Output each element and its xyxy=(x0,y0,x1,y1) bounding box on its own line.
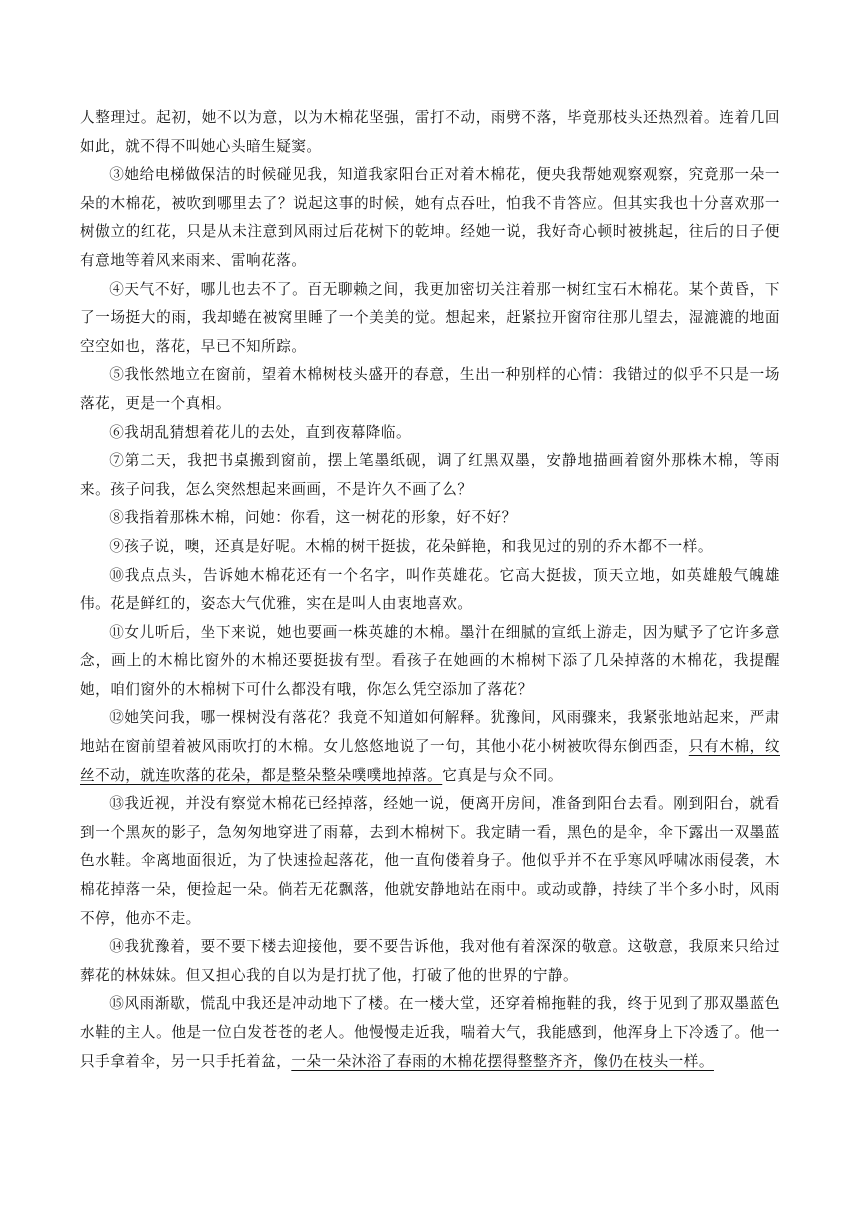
paragraph-text: ⑦第二天，我把书桌搬到窗前，摆上笔墨纸砚，调了红黑双墨，安静地描画着窗外那株木棉，等雨来。孩子问我，怎么突然想起来画画，不是许久不画了么？ xyxy=(80,452,780,498)
paragraph-8 xyxy=(80,504,780,533)
paragraph-text: 人整理过。起初，她不以为意，以为木棉花坚强，雷打不动，雨劈不落，毕竟那枝头还热烈着。连着几回如此，就不得不叫她心头暗生疑窦。 xyxy=(80,109,780,155)
paragraph-4 xyxy=(80,276,780,362)
paragraph-text: ⑨孩子说，噢，还真是好呢。木棉的树干挺拔，花朵鲜艳，和我见过的别的乔木都不一样。 xyxy=(109,537,713,555)
paragraph-text: ⑬我近视，并没有察觉木棉花已经掉落，经她一说，便离开房间，准备到阳台去看。刚到阳台，就看到一个黑灰的影子，急匆匆地穿进了雨幕，去到木棉树下。我定睛一看，黑色的是伞，伞下露出一双墨蓝色水鞋。伞离地面很近，为了快速捡起落花，他一直佝偻着身子。他似乎并不在乎寒风呼啸冰雨侵袭，木棉花掉落一朵，便捡起一朵。倘若无花飘落，他就安静地站在雨中。或动或静，持续了半个多小时，风雨不停，他亦不走。 xyxy=(80,795,780,927)
paragraph-5 xyxy=(80,361,780,418)
paragraph-text: ⑪女儿听后，坐下来说，她也要画一株英雄的木棉。墨汁在细腻的宣纸上游走，因为赋予了它许多意念，画上的木棉比窗外的木棉还要挺拔有型。看孩子在她画的木棉树下添了几朵掉落的木棉花，我提醒她，咱们窗外的木棉树下可什么都没有哦，你怎么凭空添加了落花？ xyxy=(80,623,780,698)
paragraph-text: 它真是与众不同。 xyxy=(442,766,564,784)
paragraph-text: ⑫她笑问我，哪一棵树没有落花？我竟不知道如何解释。犹豫间，风雨骤来，我紧张地站起来，严肃地站在窗前望着被风雨吹打的木棉。女儿悠悠地说了一句，其他小花小树被吹得东倒西歪， xyxy=(80,709,780,756)
paragraph-text: ⑩我点点头，告诉她木棉花还有一个名字，叫作英雄花。它高大挺拔，顶天立地，如英雄般气魄雄伟。花是鲜红的，姿态大气优雅，实在是叫人由衷地喜欢。 xyxy=(80,566,780,613)
underlined-sentence: 只有木棉，纹丝不动，就连吹落的花朵，都是整朵整朵噗噗地掉落。 xyxy=(80,738,780,784)
paragraph-9 xyxy=(80,533,780,562)
paragraph-text: ⑮风雨渐歇，慌乱中我还是冲动地下了楼。在一楼大堂，还穿着棉拖鞋的我，终于见到了那双墨蓝色水鞋的主人。他是一位白发苍苍的老人。他慢慢走近我，喘着大气，我能感到，他浑身上下冷透了。他一只手拿着伞，另一只手托着盆， xyxy=(80,995,780,1070)
paragraph-13 xyxy=(80,790,780,933)
paragraph-10 xyxy=(80,562,780,619)
paragraph-3 xyxy=(80,161,780,275)
paragraph-15 xyxy=(80,990,780,1076)
paragraph-14 xyxy=(80,933,780,990)
paragraph-text: ④天气不好，哪儿也去不了。百无聊赖之间，我更加密切关注着那一树红宝石木棉花。某个黄昏，下了一场挺大的雨，我却蜷在被窝里睡了一个美美的觉。想起来，赶紧拉开窗帘往那儿望去，湿漉漉的地面空空如也，落花，早已不知所踪。 xyxy=(80,280,780,355)
paragraph-text: ⑭我犹豫着，要不要下楼去迎接他，要不要告诉他，我对他有着深深的敬意。这敬意，我原来只给过葬花的林妹妹。但又担心我的自以为是打扰了他，打破了他的世界的宁静。 xyxy=(80,938,780,984)
paragraph-text: ⑤我怅然地立在窗前，望着木棉树枝头盛开的春意，生出一种别样的心情：我错过的似乎不只是一场落花，更是一个真相。 xyxy=(80,366,780,412)
paragraph-text: ③她给电梯做保洁的时候碰见我，知道我家阳台正对着木棉花，便央我帮她观察观察，究竟那一朵一朵的木棉花，被吹到哪里去了？说起这事的时候，她有点吞吐，怕我不肯答应。但其实我也十分喜欢那一树傲立的红花，只是从未注意到风雨过后花树下的乾坤。经她一说，我好奇心顿时被挑起，往后的日子便有意地等着风来雨来、雷响花落。 xyxy=(80,166,780,269)
paragraph-11 xyxy=(80,619,780,705)
article-body xyxy=(80,104,780,1076)
paragraph-12 xyxy=(80,704,780,790)
paragraph-text: ⑧我指着那株木棉，问她：你看，这一树花的形象，好不好？ xyxy=(109,509,517,527)
underlined-sentence: 一朵一朵沐浴了春雨的木棉花摆得整整齐齐，像仍在枝头一样。 xyxy=(291,1052,714,1070)
paragraph-6 xyxy=(80,419,780,448)
paragraph-text: ⑥我胡乱猜想着花儿的去处，直到夜幕降临。 xyxy=(109,423,412,441)
paragraph-7 xyxy=(80,447,780,504)
paragraph-continued xyxy=(80,104,780,161)
